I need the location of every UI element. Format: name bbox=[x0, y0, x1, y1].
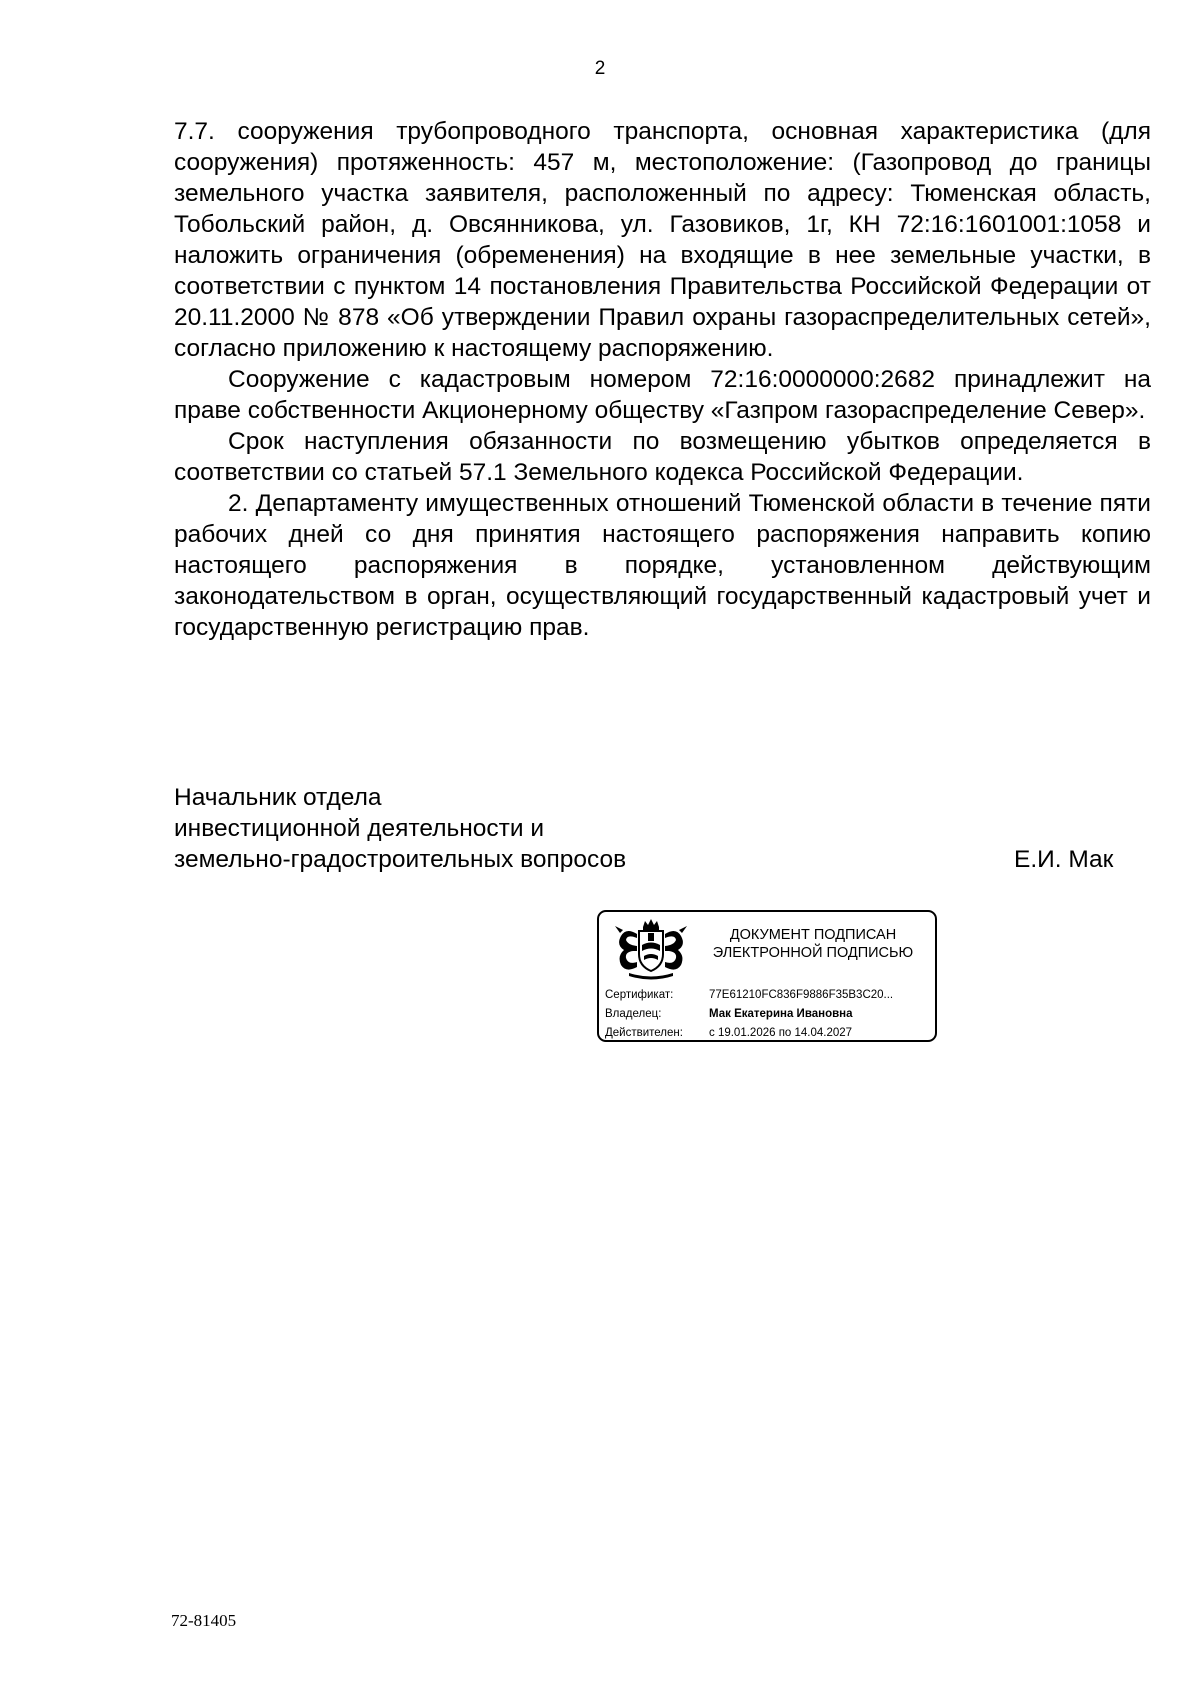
paragraph-ownership: Сооружение с кадастровым номером 72:16:0000000:2682 принадлежит на праве собственности Акционерному обществу «Газпром газораспределение Север». bbox=[174, 366, 1151, 424]
signatory-name: Е.И. Мак bbox=[1014, 846, 1114, 873]
stamp-details bbox=[605, 986, 931, 1043]
stamp-validity-row bbox=[605, 1024, 931, 1043]
stamp-validity-value: с 19.01.2026 по 14.04.2027 bbox=[709, 1027, 853, 1039]
document-code: 72-81405 bbox=[171, 1611, 237, 1630]
signatory-position-line: инвестиционной деятельности и bbox=[174, 815, 545, 842]
stamp-validity-label: Действителен: bbox=[605, 1027, 683, 1039]
stamp-certificate-row bbox=[605, 986, 931, 1005]
electronic-signature-stamp bbox=[597, 910, 937, 1042]
paragraph-item-7-7: 7.7. сооружения трубопроводного транспорта, основная характеристика (для сооружения) протяженность: 457 м, местоположение: (Газопровод до границы земельного участка заявителя, расположенный по адресу: Тюменская область, Тобольский район, д. Овсянникова, ул. Газовиков, 1г, КН 72:16:1601001:1058 и наложить ограничения (обременения) на входящие в нее земельные участки, в соответствии с пунктом 14 постановления Правительства Российской Федерации от 20.11.2000 № 878 «Об утверждении Правил охраны газораспределительных сетей», согласно приложению к настоящему распоряжению. bbox=[174, 118, 1151, 362]
stamp-certificate-label: Сертификат: bbox=[605, 989, 674, 1001]
paragraph-item-2: 2. Департаменту имущественных отношений Тюменской области в течение пяти рабочих дней со дня принятия настоящего распоряжения направить копию настоящего распоряжения в порядке, установленном действующим законодательством в орган, осуществляющий государственный кадастровый учет и государственную регистрацию прав. bbox=[174, 490, 1151, 641]
stamp-certificate-value: 77E61210FC836F9886F35B3C20... bbox=[709, 989, 894, 1001]
stamp-owner-value: Мак Екатерина Ивановна bbox=[709, 1008, 853, 1020]
paragraph-damages-term: Срок наступления обязанности по возмещению убытков определяется в соответствии со статьей 57.1 Земельного кодекса Российской Федерации. bbox=[174, 428, 1151, 486]
stamp-title-line: ДОКУМЕНТ ПОДПИСАН bbox=[729, 927, 897, 943]
stamp-title bbox=[695, 926, 931, 962]
signatory-position bbox=[174, 782, 626, 875]
signatory-position-line: земельно-градостроительных вопросов bbox=[174, 846, 627, 873]
stamp-owner-row bbox=[605, 1005, 931, 1024]
page-number: 2 bbox=[594, 58, 606, 79]
tyumen-coat-of-arms-icon bbox=[611, 918, 691, 980]
document-body bbox=[174, 116, 1151, 643]
stamp-owner-label: Владелец: bbox=[605, 1008, 662, 1020]
stamp-title-line: ЭЛЕКТРОННОЙ ПОДПИСЬЮ bbox=[712, 945, 914, 961]
signatory-position-line: Начальник отдела bbox=[174, 784, 382, 811]
